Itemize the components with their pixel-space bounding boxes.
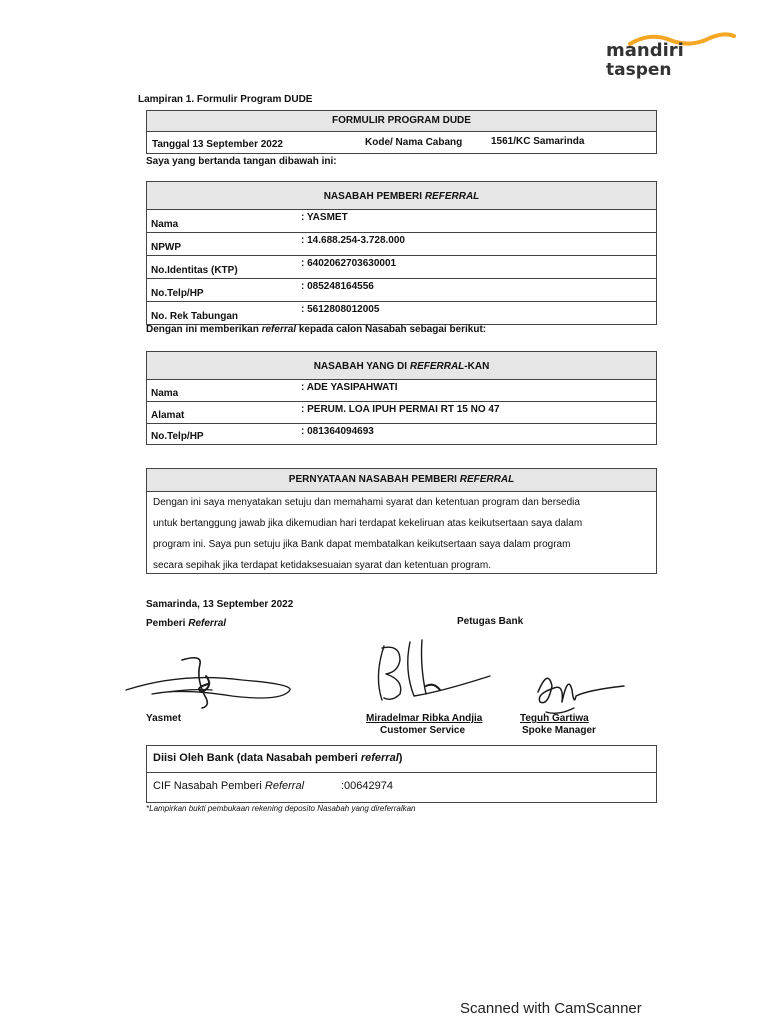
- referrer-label: Nama: [151, 219, 179, 230]
- bank-header-em: referral: [360, 752, 399, 764]
- signatory-role-2: Customer Service: [380, 725, 466, 736]
- signature-miradelmar: [370, 636, 500, 716]
- branch-value: 1561/KC Samarinda: [491, 136, 585, 147]
- form-date-row: [147, 132, 656, 153]
- logo-line-1: mandiri: [606, 40, 684, 61]
- referral-intro-before: Dengan ini memberikan: [146, 324, 262, 335]
- referrer-row: [147, 302, 656, 324]
- referred-row: [147, 424, 656, 444]
- referred-row: [147, 380, 656, 402]
- form-date: Tanggal 13 September 2022: [152, 139, 283, 150]
- signature-yasmet: [122, 650, 302, 720]
- branch-label: Kode/ Nama Cabang: [365, 137, 463, 148]
- attachment-title: Lampiran 1. Formulir Program DUDE: [138, 94, 313, 105]
- referral-intro-em: referral: [261, 324, 297, 335]
- referred-header-text: NASABAH YANG DI: [313, 361, 410, 372]
- statement-header-em: REFERRAL: [459, 474, 515, 485]
- giver-label-text: Pemberi: [146, 618, 189, 629]
- referred-row: [147, 402, 656, 424]
- scanner-watermark: Scanned with CamScanner: [460, 1000, 642, 1017]
- bank-section-header: [147, 746, 656, 773]
- statement-line: secara sepihak jika terdapat ketidaksesuaian syarat dan ketentuan program.: [153, 560, 491, 571]
- statement-header-text: PERNYATAAN NASABAH PEMBERI: [288, 474, 460, 485]
- referred-label: Nama: [151, 388, 179, 399]
- bank-header-prefix: Diisi Oleh Bank (data Nasabah pemberi: [153, 752, 361, 764]
- referrer-row: [147, 256, 656, 279]
- form-title: FORMULIR PROGRAM DUDE: [147, 111, 656, 132]
- referrer-value: : 6402062703630001: [301, 258, 397, 269]
- referred-value: : ADE YASIPAHWATI: [301, 382, 398, 393]
- cif-value: :00642974: [341, 780, 393, 792]
- referrer-header-em: REFERRAL: [424, 191, 480, 202]
- referrer-row: [147, 233, 656, 256]
- referral-intro-after: kepada calon Nasabah sebagai berikut:: [296, 324, 487, 335]
- referral-intro: [146, 324, 486, 335]
- place-date: Samarinda, 13 September 2022: [146, 599, 294, 610]
- statement-text: [153, 492, 652, 576]
- statement-box: [146, 468, 657, 574]
- referred-label: No.Telp/HP: [151, 431, 204, 442]
- intro-text: Saya yang bertanda tangan dibawah ini:: [146, 156, 337, 167]
- referrer-label: No.Telp/HP: [151, 288, 204, 299]
- cif-label-em: Referral: [264, 780, 305, 792]
- referrer-row: [147, 210, 656, 233]
- referrer-label: No. Rek Tabungan: [151, 311, 239, 322]
- referred-value: : 081364094693: [301, 426, 374, 437]
- signatory-role-3: Spoke Manager: [522, 725, 596, 736]
- referrer-header: [147, 182, 656, 210]
- referrer-value: : 085248164556: [301, 281, 374, 292]
- referrer-value: : 14.688.254-3.728.000: [301, 235, 405, 246]
- referred-value: : PERUM. LOA IPUH PERMAI RT 15 NO 47: [301, 404, 500, 415]
- giver-label: [146, 618, 226, 629]
- referred-header-suffix: -KAN: [464, 361, 490, 372]
- referrer-label: No.Identitas (KTP): [151, 265, 238, 276]
- referrer-value: : 5612808012005: [301, 304, 380, 315]
- signatory-name-2: Miradelmar Ribka Andjia: [366, 713, 483, 724]
- referrer-header-text: NASABAH PEMBERI: [323, 191, 425, 202]
- bank-section-box: [146, 745, 657, 803]
- referrer-value: : YASMET: [301, 212, 348, 223]
- statement-header: [147, 469, 656, 492]
- cif-label-text: CIF Nasabah Pemberi: [153, 780, 265, 792]
- signatory-name-1: Yasmet: [146, 713, 182, 724]
- referred-header-em: REFERRAL: [409, 361, 465, 372]
- form-header-box: [146, 110, 657, 154]
- statement-line: Dengan ini saya menyatakan setuju dan memahami syarat dan ketentuan program dan bersedia: [153, 497, 580, 508]
- giver-label-em: Referral: [188, 618, 227, 629]
- logo-line-2: taspen: [606, 60, 672, 80]
- cif-row: [147, 773, 656, 802]
- footnote: *Lampirkan bukti pembukaan rekening deposito Nasabah yang direferralkan: [146, 804, 416, 813]
- referred-box: [146, 351, 657, 445]
- bank-officer-label: Petugas Bank: [457, 616, 524, 627]
- bank-header-suffix: ): [398, 752, 403, 764]
- signatory-name-3: Teguh Gartiwa: [520, 713, 589, 724]
- cif-label: [153, 780, 304, 792]
- referrer-label: NPWP: [151, 242, 181, 253]
- referrer-row: [147, 279, 656, 302]
- referrer-box: [146, 181, 657, 325]
- statement-line: untuk bertanggung jawab jika dikemudian hari terdapat kekeliruan atas keikutsertaan saya dalam: [153, 518, 583, 529]
- bank-section-header-text: [153, 752, 402, 764]
- statement-line: program ini. Saya pun setuju jika Bank dapat membatalkan keikutsertaan saya dalam program: [153, 539, 571, 550]
- referred-label: Alamat: [151, 410, 185, 421]
- referred-header: [147, 352, 656, 380]
